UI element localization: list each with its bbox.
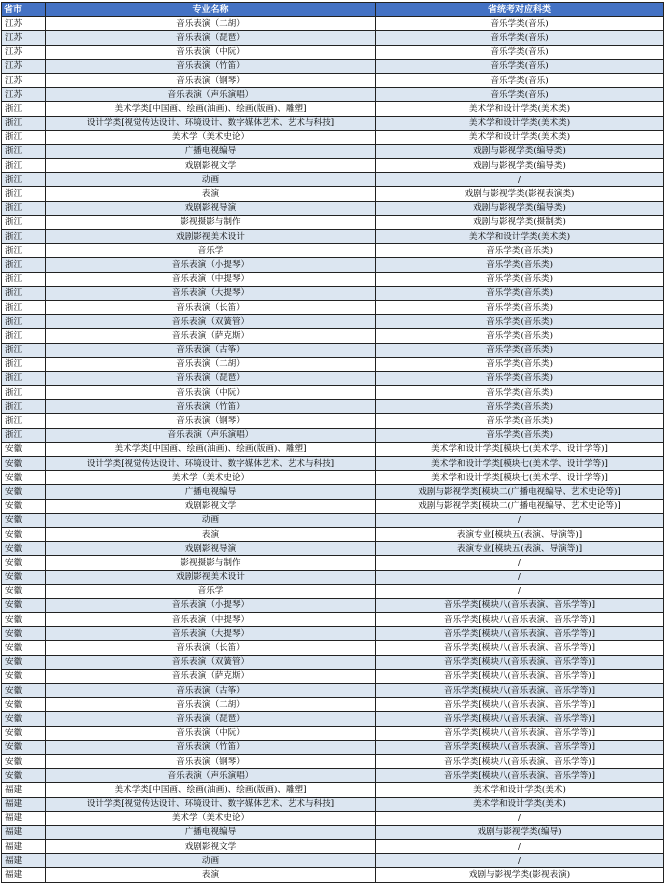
cell-major: 音乐表演（琵琶）: [46, 371, 376, 385]
cell-subject: 音乐学类(音乐类): [376, 386, 664, 400]
table-row: [2, 329, 664, 343]
cell-subject: 戏剧与影视学类(影视表演): [376, 868, 664, 882]
cell-subject: 音乐学类(音乐类): [376, 428, 664, 442]
table-row: [2, 386, 664, 400]
table-row: [2, 201, 664, 215]
cell-subject: 音乐学类(音乐): [376, 31, 664, 45]
cell-province: 浙江: [2, 414, 46, 428]
cell-subject: 音乐学类(音乐): [376, 88, 664, 102]
cell-province: 安徽: [2, 485, 46, 499]
cell-major: 美术学（美术史论）: [46, 811, 376, 825]
table-row: [2, 584, 664, 598]
table-row: [2, 173, 664, 187]
cell-subject: 美术学和设计学类[模块七(美术学、设计学等)]: [376, 471, 664, 485]
cell-major: 音乐表演（中提琴）: [46, 613, 376, 627]
cell-province: 浙江: [2, 272, 46, 286]
cell-province: 江苏: [2, 59, 46, 73]
table-row: [2, 471, 664, 485]
cell-subject: 音乐学类(音乐类): [376, 400, 664, 414]
table-row: [2, 840, 664, 854]
table-row: [2, 769, 664, 783]
cell-subject: 音乐学类[模块八(音乐表演、音乐学等)]: [376, 669, 664, 683]
cell-province: 福建: [2, 840, 46, 854]
cell-subject: /: [376, 840, 664, 854]
cell-major: 音乐表演（竹笛）: [46, 740, 376, 754]
cell-major: 戏剧影视文学: [46, 499, 376, 513]
cell-subject: 音乐学类(音乐类): [376, 343, 664, 357]
cell-subject: 美术学和设计学类(美术): [376, 797, 664, 811]
cell-subject: 音乐学类[模块八(音乐表演、音乐学等)]: [376, 769, 664, 783]
cell-major: 美术学类[中国画、绘画(油画)、绘画(版画)、雕塑]: [46, 102, 376, 116]
cell-province: 安徽: [2, 669, 46, 683]
cell-province: 浙江: [2, 386, 46, 400]
table-row: [2, 613, 664, 627]
header-province: 省市: [2, 3, 46, 17]
table-row: [2, 414, 664, 428]
cell-major: 音乐表演（中阮）: [46, 726, 376, 740]
cell-major: 音乐表演（琵琶）: [46, 712, 376, 726]
cell-province: 浙江: [2, 116, 46, 130]
cell-major: 音乐表演（钢琴）: [46, 73, 376, 87]
cell-province: 浙江: [2, 258, 46, 272]
cell-province: 浙江: [2, 159, 46, 173]
table-row: [2, 371, 664, 385]
cell-province: 安徽: [2, 698, 46, 712]
cell-province: 浙江: [2, 400, 46, 414]
cell-province: 浙江: [2, 187, 46, 201]
table-row: [2, 655, 664, 669]
cell-major: 设计学类[视觉传达设计、环境设计、数字媒体艺术、艺术与科技]: [46, 797, 376, 811]
cell-province: 浙江: [2, 130, 46, 144]
cell-province: 浙江: [2, 201, 46, 215]
cell-province: 浙江: [2, 144, 46, 158]
table-row: [2, 144, 664, 158]
cell-subject: 戏剧与影视学类(编导): [376, 825, 664, 839]
cell-province: 浙江: [2, 286, 46, 300]
cell-major: 戏剧影视导演: [46, 201, 376, 215]
cell-major: 音乐学: [46, 244, 376, 258]
cell-subject: 音乐学类(音乐): [376, 73, 664, 87]
table-row: [2, 783, 664, 797]
cell-major: 音乐表演（古筝）: [46, 343, 376, 357]
cell-major: 表演: [46, 868, 376, 882]
cell-subject: 美术学和设计学类(美术): [376, 783, 664, 797]
cell-major: 音乐表演（二胡）: [46, 17, 376, 31]
table-row: [2, 442, 664, 456]
table-row: [2, 726, 664, 740]
cell-major: 广播电视编导: [46, 825, 376, 839]
table-row: [2, 698, 664, 712]
cell-province: 江苏: [2, 45, 46, 59]
cell-subject: 音乐学类[模块八(音乐表演、音乐学等)]: [376, 613, 664, 627]
cell-subject: /: [376, 556, 664, 570]
cell-subject: 音乐学类(音乐): [376, 59, 664, 73]
cell-province: 浙江: [2, 371, 46, 385]
cell-major: 广播电视编导: [46, 144, 376, 158]
cell-province: 福建: [2, 783, 46, 797]
cell-major: 动画: [46, 513, 376, 527]
table-row: [2, 357, 664, 371]
cell-major: 音乐表演（古筝）: [46, 684, 376, 698]
cell-subject: 音乐学类(音乐类): [376, 244, 664, 258]
table-row: [2, 542, 664, 556]
table-row: [2, 485, 664, 499]
cell-major: 动画: [46, 854, 376, 868]
cell-province: 安徽: [2, 684, 46, 698]
cell-province: 福建: [2, 811, 46, 825]
cell-major: 表演: [46, 187, 376, 201]
cell-subject: 音乐学类[模块八(音乐表演、音乐学等)]: [376, 655, 664, 669]
cell-major: 影视摄影与制作: [46, 556, 376, 570]
cell-province: 安徽: [2, 769, 46, 783]
table-row: [2, 598, 664, 612]
table-row: [2, 669, 664, 683]
table-row: [2, 570, 664, 584]
major-subject-table: [1, 2, 664, 883]
cell-major: 音乐表演（竹笛）: [46, 59, 376, 73]
cell-subject: 音乐学类(音乐): [376, 17, 664, 31]
cell-major: 音乐表演（竹笛）: [46, 400, 376, 414]
cell-major: 音乐表演（长笛）: [46, 641, 376, 655]
cell-province: 安徽: [2, 655, 46, 669]
table-row: [2, 457, 664, 471]
table-row: [2, 244, 664, 258]
table-row: [2, 215, 664, 229]
cell-major: 音乐表演（声乐演唱）: [46, 88, 376, 102]
table-row: [2, 712, 664, 726]
cell-subject: 美术学和设计学类(美术类): [376, 230, 664, 244]
cell-province: 安徽: [2, 542, 46, 556]
cell-subject: 音乐学类[模块八(音乐表演、音乐学等)]: [376, 641, 664, 655]
table-row: [2, 868, 664, 882]
cell-major: 戏剧影视文学: [46, 840, 376, 854]
table-row: [2, 258, 664, 272]
cell-major: 音乐表演（小提琴）: [46, 258, 376, 272]
cell-province: 安徽: [2, 513, 46, 527]
cell-province: 安徽: [2, 584, 46, 598]
table-row: [2, 88, 664, 102]
cell-province: 安徽: [2, 712, 46, 726]
cell-subject: 音乐学类[模块八(音乐表演、音乐学等)]: [376, 598, 664, 612]
cell-subject: 美术学和设计学类(美术类): [376, 130, 664, 144]
cell-subject: 戏剧与影视学类(编导类): [376, 144, 664, 158]
cell-subject: 音乐学类(音乐类): [376, 414, 664, 428]
table-row: [2, 343, 664, 357]
cell-subject: 美术学和设计学类[模块七(美术学、设计学等)]: [376, 442, 664, 456]
cell-major: 美术学（美术史论）: [46, 471, 376, 485]
cell-subject: 美术学和设计学类(美术类): [376, 102, 664, 116]
table-row: [2, 513, 664, 527]
table-row: [2, 187, 664, 201]
cell-province: 江苏: [2, 31, 46, 45]
cell-major: 音乐表演（声乐演唱）: [46, 428, 376, 442]
cell-province: 安徽: [2, 726, 46, 740]
cell-province: 安徽: [2, 598, 46, 612]
cell-subject: 戏剧与影视学类[模块二(广播电视编导、艺术史论等)]: [376, 499, 664, 513]
table-row: [2, 73, 664, 87]
cell-major: 音乐表演（大提琴）: [46, 286, 376, 300]
cell-province: 安徽: [2, 613, 46, 627]
cell-province: 福建: [2, 825, 46, 839]
cell-province: 浙江: [2, 329, 46, 343]
cell-province: 福建: [2, 797, 46, 811]
cell-province: 江苏: [2, 73, 46, 87]
cell-subject: 戏剧与影视学类(影视表演类): [376, 187, 664, 201]
cell-subject: 音乐学类[模块八(音乐表演、音乐学等)]: [376, 754, 664, 768]
table-row: [2, 556, 664, 570]
cell-major: 影视摄影与制作: [46, 215, 376, 229]
table-row: [2, 45, 664, 59]
cell-major: 音乐表演（萨克斯）: [46, 669, 376, 683]
cell-province: 浙江: [2, 315, 46, 329]
cell-major: 音乐表演（双簧管）: [46, 655, 376, 669]
cell-subject: 音乐学类(音乐类): [376, 272, 664, 286]
table-row: [2, 499, 664, 513]
header-major: 专业名称: [46, 3, 376, 17]
table-body: [2, 17, 664, 882]
cell-province: 浙江: [2, 428, 46, 442]
cell-major: 设计学类[视觉传达设计、环境设计、数字媒体艺术、艺术与科技]: [46, 116, 376, 130]
cell-subject: /: [376, 584, 664, 598]
cell-subject: /: [376, 513, 664, 527]
cell-major: 音乐表演（大提琴）: [46, 627, 376, 641]
cell-subject: 音乐学类(音乐类): [376, 258, 664, 272]
cell-major: 动画: [46, 173, 376, 187]
table-row: [2, 286, 664, 300]
cell-major: 美术学类[中国画、绘画(油画)、绘画(版画)、雕塑]: [46, 442, 376, 456]
cell-major: 音乐表演（双簧管）: [46, 315, 376, 329]
cell-subject: 戏剧与影视学类(编导类): [376, 159, 664, 173]
cell-major: 音乐表演（长笛）: [46, 300, 376, 314]
table-row: [2, 230, 664, 244]
table-row: [2, 684, 664, 698]
cell-province: 安徽: [2, 442, 46, 456]
table-row: [2, 641, 664, 655]
cell-province: 浙江: [2, 244, 46, 258]
table-row: [2, 130, 664, 144]
cell-subject: 音乐学类(音乐类): [376, 371, 664, 385]
cell-province: 安徽: [2, 627, 46, 641]
cell-major: 戏剧影视美术设计: [46, 570, 376, 584]
table-row: [2, 825, 664, 839]
cell-province: 安徽: [2, 527, 46, 541]
table-row: [2, 627, 664, 641]
table-row: [2, 116, 664, 130]
table-row: [2, 400, 664, 414]
cell-subject: 音乐学类[模块八(音乐表演、音乐学等)]: [376, 740, 664, 754]
cell-subject: 表演专业[模块五(表演、导演等)]: [376, 542, 664, 556]
cell-major: 音乐学: [46, 584, 376, 598]
cell-major: 音乐表演（中提琴）: [46, 272, 376, 286]
cell-major: 表演: [46, 527, 376, 541]
cell-subject: 音乐学类[模块八(音乐表演、音乐学等)]: [376, 698, 664, 712]
table-row: [2, 854, 664, 868]
header-subject: 省统考对应科类: [376, 3, 664, 17]
table-row: [2, 17, 664, 31]
cell-major: 戏剧影视文学: [46, 159, 376, 173]
table-row: [2, 102, 664, 116]
cell-major: 音乐表演（萨克斯）: [46, 329, 376, 343]
table-row: [2, 300, 664, 314]
cell-major: 音乐表演（中阮）: [46, 386, 376, 400]
cell-province: 安徽: [2, 499, 46, 513]
cell-major: 音乐表演（钢琴）: [46, 414, 376, 428]
cell-subject: 音乐学类[模块八(音乐表演、音乐学等)]: [376, 712, 664, 726]
cell-subject: 音乐学类[模块八(音乐表演、音乐学等)]: [376, 627, 664, 641]
cell-subject: /: [376, 854, 664, 868]
table-row: [2, 797, 664, 811]
cell-province: 江苏: [2, 17, 46, 31]
cell-subject: 音乐学类(音乐类): [376, 286, 664, 300]
cell-major: 音乐表演（钢琴）: [46, 754, 376, 768]
cell-major: 音乐表演（中阮）: [46, 45, 376, 59]
cell-major: 音乐表演（琵琶）: [46, 31, 376, 45]
cell-province: 安徽: [2, 570, 46, 584]
cell-province: 浙江: [2, 173, 46, 187]
cell-subject: 音乐学类(音乐类): [376, 315, 664, 329]
cell-province: 浙江: [2, 102, 46, 116]
cell-province: 浙江: [2, 230, 46, 244]
cell-subject: 音乐学类(音乐类): [376, 300, 664, 314]
cell-subject: 表演专业[模块五(表演、导演等)]: [376, 527, 664, 541]
cell-major: 美术学类[中国画、绘画(油画)、绘画(版画)、雕塑]: [46, 783, 376, 797]
cell-subject: /: [376, 570, 664, 584]
cell-subject: 音乐学类(音乐类): [376, 329, 664, 343]
cell-subject: 美术学和设计学类(美术类): [376, 116, 664, 130]
cell-province: 江苏: [2, 88, 46, 102]
cell-major: 戏剧影视导演: [46, 542, 376, 556]
table-row: [2, 159, 664, 173]
cell-subject: 戏剧与影视学类(摄制类): [376, 215, 664, 229]
table-row: [2, 31, 664, 45]
cell-province: 安徽: [2, 556, 46, 570]
table-row: [2, 272, 664, 286]
cell-subject: 戏剧与影视学类[模块二(广播电视编导、艺术史论等)]: [376, 485, 664, 499]
cell-subject: 音乐学类[模块八(音乐表演、音乐学等)]: [376, 726, 664, 740]
cell-major: 戏剧影视美术设计: [46, 230, 376, 244]
cell-subject: /: [376, 173, 664, 187]
cell-subject: 音乐学类(音乐): [376, 45, 664, 59]
cell-subject: 音乐学类(音乐类): [376, 357, 664, 371]
cell-subject: /: [376, 811, 664, 825]
cell-province: 安徽: [2, 641, 46, 655]
cell-subject: 音乐学类[模块八(音乐表演、音乐学等)]: [376, 684, 664, 698]
header-row: [2, 3, 664, 17]
cell-province: 安徽: [2, 740, 46, 754]
table-row: [2, 740, 664, 754]
cell-major: 音乐表演（二胡）: [46, 357, 376, 371]
cell-province: 安徽: [2, 754, 46, 768]
cell-major: 设计学类[视觉传达设计、环境设计、数字媒体艺术、艺术与科技]: [46, 457, 376, 471]
table-row: [2, 527, 664, 541]
cell-major: 美术学（美术史论）: [46, 130, 376, 144]
table-row: [2, 59, 664, 73]
table-row: [2, 428, 664, 442]
table-row: [2, 754, 664, 768]
cell-province: 安徽: [2, 457, 46, 471]
cell-province: 福建: [2, 854, 46, 868]
cell-major: 音乐表演（二胡）: [46, 698, 376, 712]
cell-major: 音乐表演（声乐演唱）: [46, 769, 376, 783]
cell-province: 浙江: [2, 215, 46, 229]
cell-province: 浙江: [2, 300, 46, 314]
cell-province: 福建: [2, 868, 46, 882]
cell-major: 广播电视编导: [46, 485, 376, 499]
cell-major: 音乐表演（小提琴）: [46, 598, 376, 612]
cell-province: 浙江: [2, 357, 46, 371]
cell-province: 浙江: [2, 343, 46, 357]
table-row: [2, 315, 664, 329]
cell-province: 安徽: [2, 471, 46, 485]
cell-subject: 美术学和设计学类[模块七(美术学、设计学等)]: [376, 457, 664, 471]
table-row: [2, 811, 664, 825]
cell-subject: 戏剧与影视学类(编导类): [376, 201, 664, 215]
